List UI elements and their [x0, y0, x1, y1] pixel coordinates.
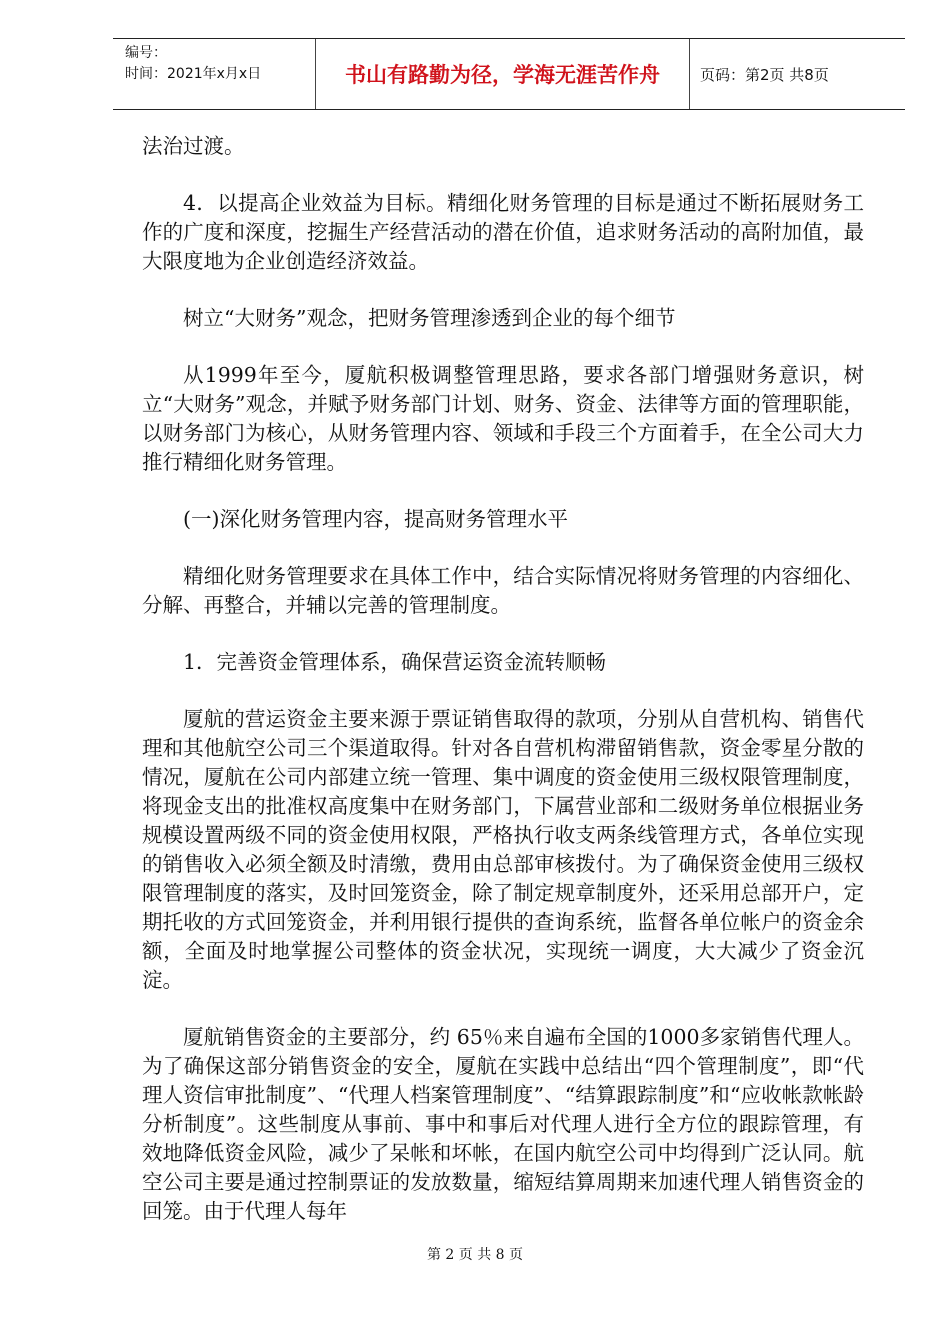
section-heading: 树立“大财务”观念，把财务管理渗透到企业的每个细节 [183, 306, 676, 330]
paragraph: 从1999年至今，厦航积极调整管理思路，要求各部门增强财务意识，树立“大财务”观念，并赋予财务部门计划、财务、资金、法律等方面的管理职能，以财务部门为核心，从财务管理内容、领域和手段三个方面着手，在全公司大力推行精细化财务管理。 [142, 363, 864, 474]
document-body [142, 132, 864, 1254]
header-meta-cell [113, 39, 316, 109]
header-table [113, 38, 905, 110]
paragraph: 厦航的营运资金主要来源于票证销售取得的款项，分别从自营机构、销售代理和其他航空公司三个渠道取得。针对各自营机构滞留销售款，资金零星分散的情况，厦航在公司内部建立统一管理、集中调度的资金使用三级权限管理制度，将现金支出的批准权高度集中在财务部门，下属营业部和二级财务单位根据业务规模设置两级不同的资金使用权限，严格执行收支两条线管理方式，各单位实现的销售收入必须全额及时清缴，费用由总部审核拨付。为了确保资金使用三级权限管理制度的落实，及时回笼资金，除了制定规章制度外，还采用总部开户，定期托收的方式回笼资金，并利用银行提供的查询系统，监督各单位帐户的资金余额，全面及时地掌握公司整体的资金状况，实现统一调度，大大减少了资金沉淀。 [142, 707, 864, 992]
section-heading: 1．完善资金管理体系，确保营运资金流转顺畅 [183, 650, 607, 674]
paragraph: 精细化财务管理要求在具体工作中，结合实际情况将财务管理的内容细化、分解、再整合，并辅以完善的管理制度。 [142, 564, 864, 617]
paragraph: 厦航销售资金的主要部分，约 65％来自遍布全国的1000多家销售代理人。为了确保这部分销售资金的安全，厦航在实践中总结出“四个管理制度”，即“代理人资信审批制度”、“代理人档案管理制度”、“结算跟踪制度”和“应收帐款帐龄分析制度”。这些制度从事前、事中和事后对代理人进行全方位的跟踪管理，有效地降低资金风险，减少了呆帐和坏帐，在国内航空公司中均得到广泛认同。航空公司主要是通过控制票证的发放数量，缩短结算周期来加速代理人销售资金的回笼。由于代理人每年 [142, 1025, 864, 1223]
paragraph: 4．以提高企业效益为目标。精细化财务管理的目标是通过不断拓展财务工作的广度和深度，挖掘生产经营活动的潜在价值，追求财务活动的高附加值，最大限度地为企业创造经济效益。 [142, 191, 864, 273]
section-heading: (一)深化财务管理内容，提高财务管理水平 [183, 507, 568, 531]
header-page-label: 页码：第2页 共8页 [700, 65, 829, 84]
header-motto: 书山有路勤为径，学海无涯苦作舟 [316, 39, 690, 109]
number-label: 编号： [125, 45, 167, 61]
time-label: 时间：2021年x月x日 [125, 66, 262, 82]
paragraph: 法治过渡。 [142, 134, 245, 158]
page-footer: 第 2 页 共 8 页 [426, 1247, 524, 1263]
